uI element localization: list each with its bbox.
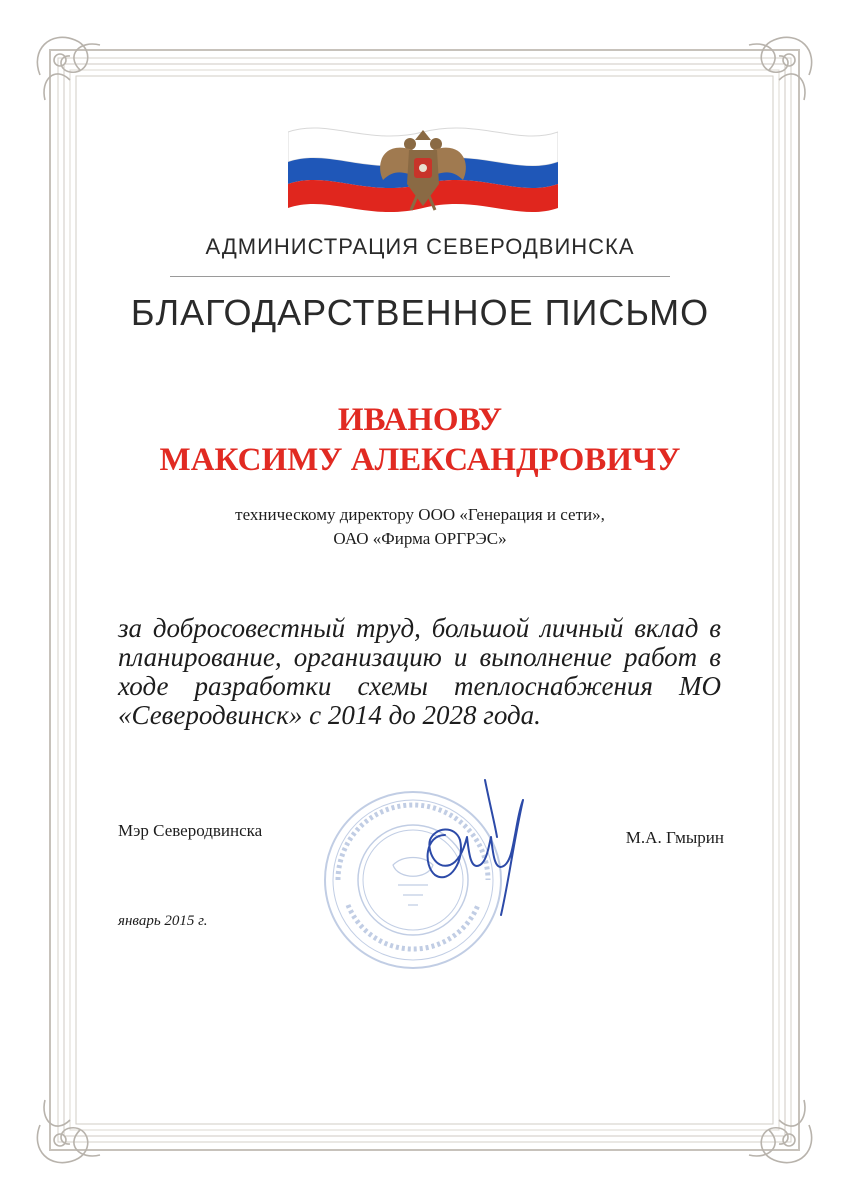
signer-name: М.А. Гмырин: [625, 828, 724, 847]
corner-ornament-bottom-left: [37, 1100, 100, 1163]
document-date: январь 2015 г.: [118, 913, 208, 929]
recipient-position-line2: ОАО «Фирма ОРГРЭС»: [333, 529, 507, 548]
signer-role: Мэр Северодвинска: [118, 821, 263, 840]
recipient-position-line1: техническому директору ООО «Генерация и сети»,: [235, 505, 605, 524]
coat-of-arms-on-russian-flag-icon: [288, 118, 558, 226]
corner-ornament-top-left: [37, 37, 100, 100]
handwritten-signature-icon: [405, 765, 540, 925]
corner-ornament-top-right: [749, 37, 812, 100]
organization-heading: АДМИНИСТРАЦИЯ СЕВЕРОДВИНСКА: [205, 234, 635, 259]
recipient-surname: ИВАНОВУ: [337, 402, 503, 438]
document-title: БЛАГОДАРСТВЕННОЕ ПИСЬМО: [130, 292, 710, 333]
corner-ornament-bottom-right: [749, 1100, 812, 1163]
heading-divider: [170, 276, 670, 277]
recipient-given-names: МАКСИМУ АЛЕКСАНДРОВИЧУ: [159, 442, 681, 478]
gratitude-reason-text: за добросовестный труд, большой личный вклад в планирование, организацию и выполнение работ в ходе разработки схемы теплоснабжения МО «Северодвинск» с 2014 до 2028 года.: [118, 613, 721, 730]
